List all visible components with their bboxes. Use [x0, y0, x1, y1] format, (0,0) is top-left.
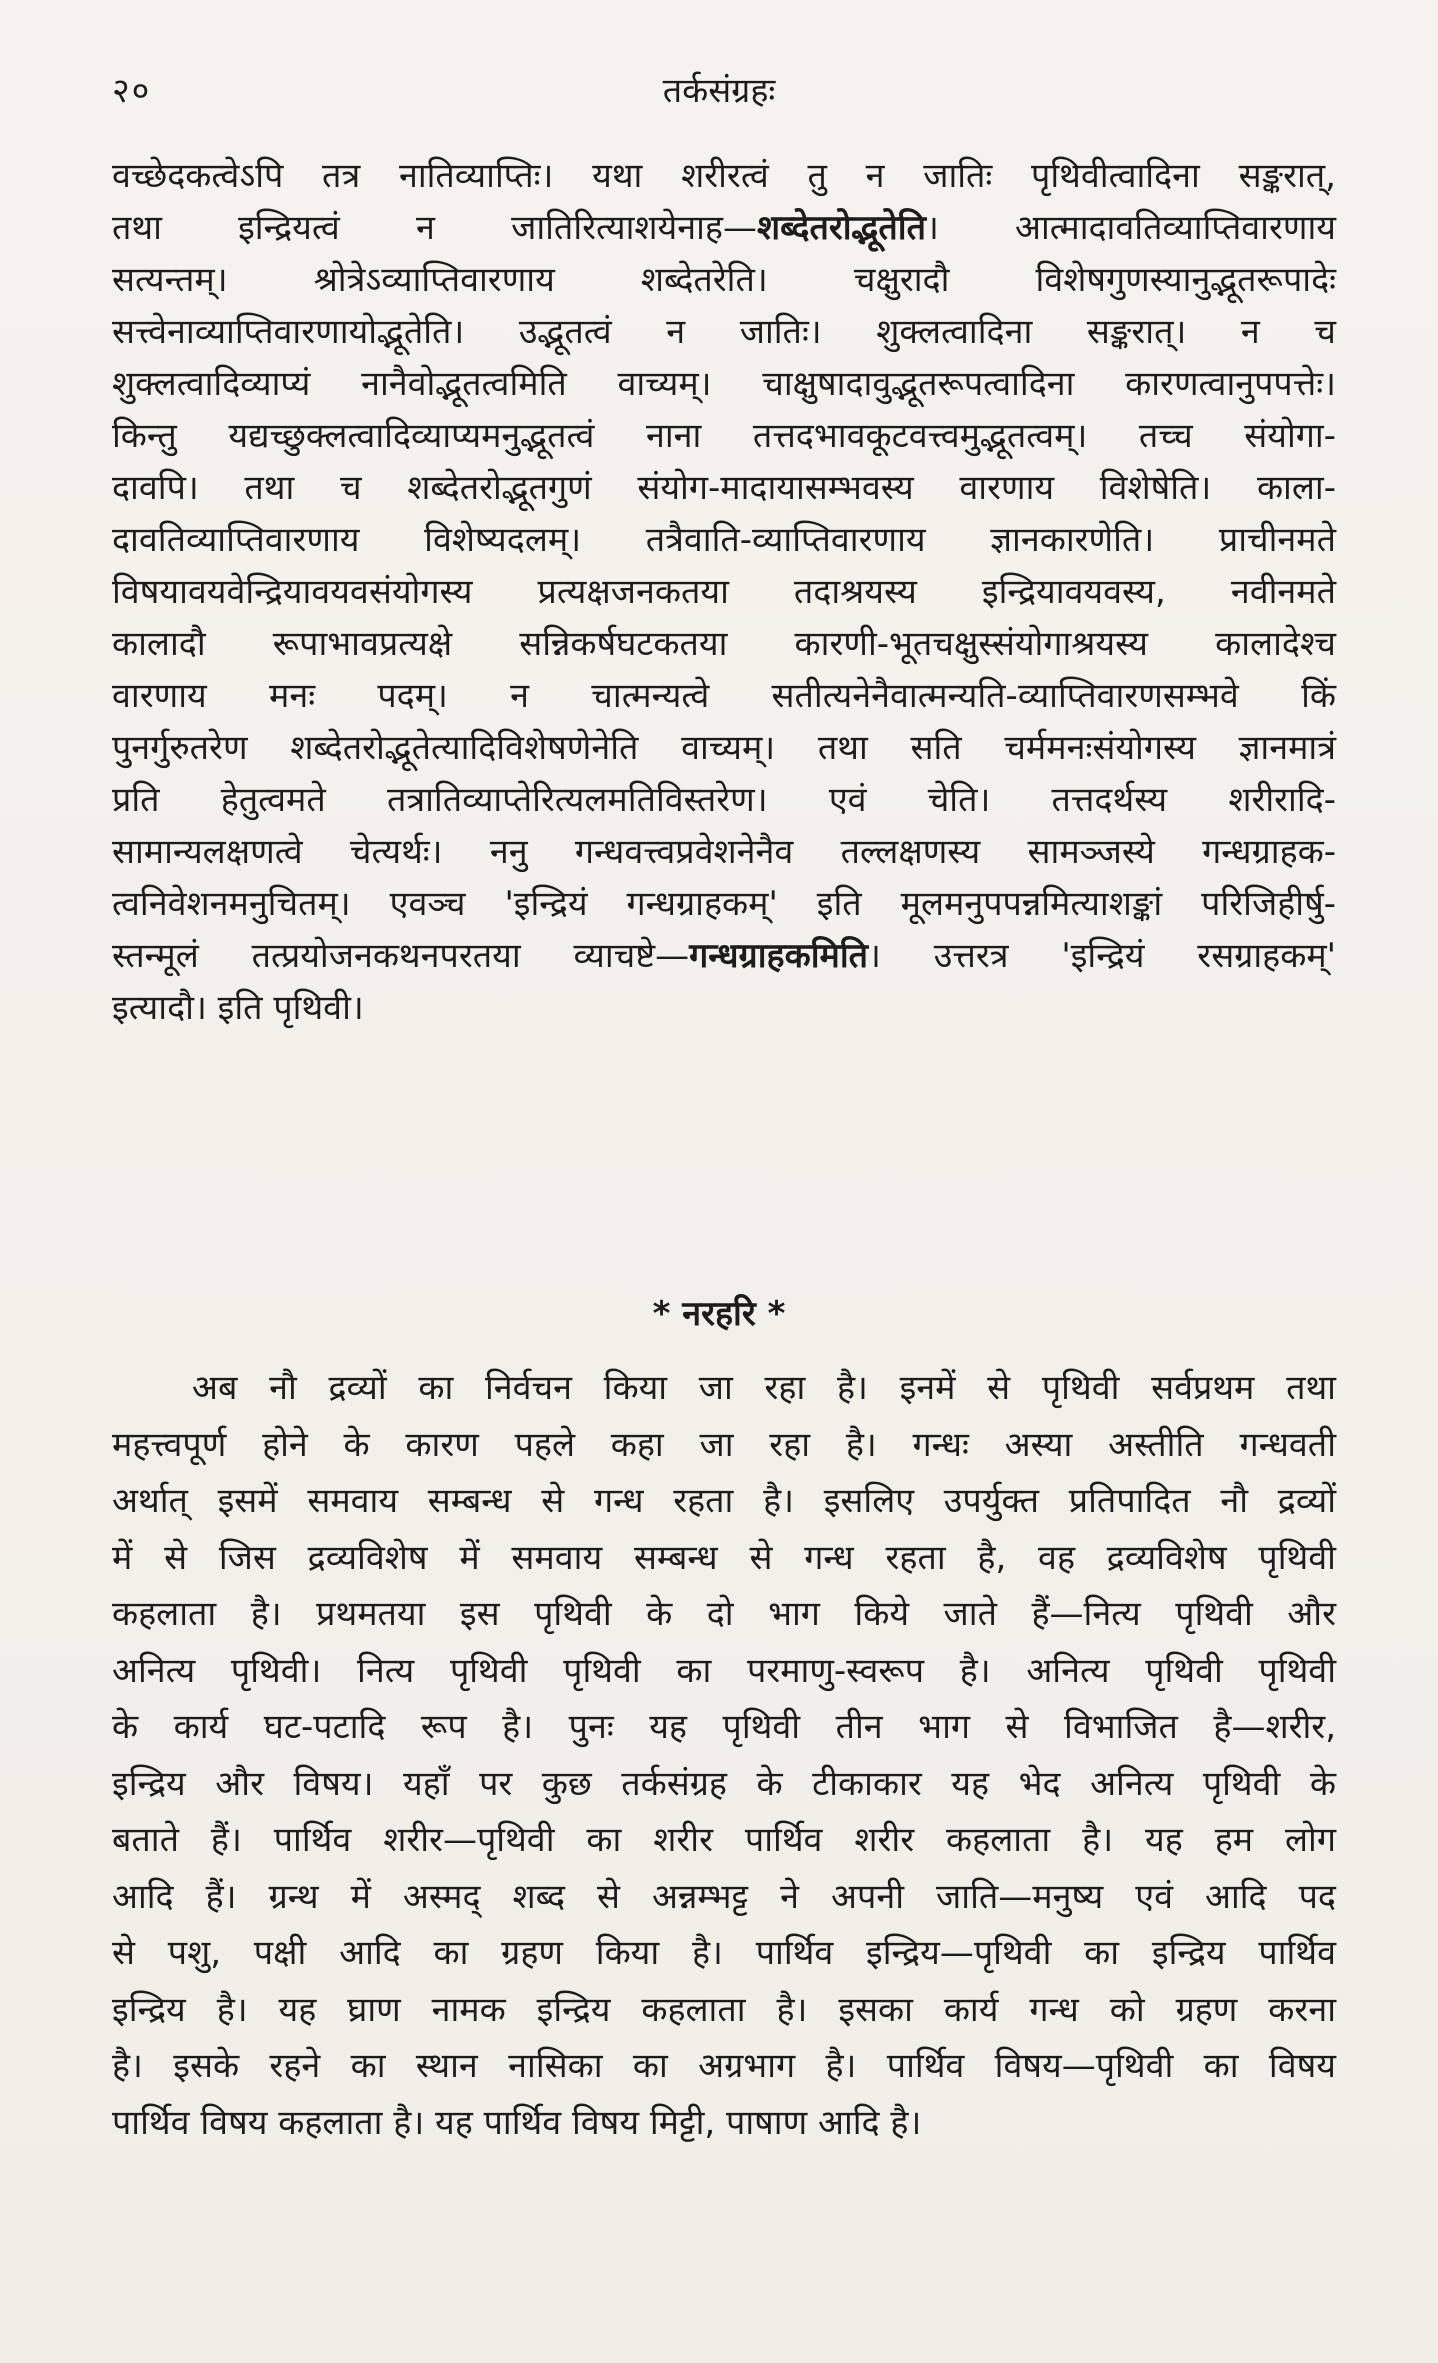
section-heading: * नरहरि * — [652, 1294, 786, 1334]
explanation-line: आदि हैं। ग्रन्थ में अस्मद् शब्द से अन्नम्भट्ट ने अपनी जाति—मनुष्य एवं आदि पद — [112, 1876, 1336, 1917]
commentary-line: वच्छेदकत्वेऽपि तत्र नातिव्याप्तिः। यथा शरीरत्वं तु न जातिः पृथिवीत्वादिना सङ्करात्, — [112, 156, 1336, 196]
commentary-line: वारणाय मनः पदम्। न चात्मन्यत्वे सतीत्यनेनैवात्मन्यति-व्याप्तिवारणसम्भवे किं — [112, 676, 1336, 716]
commentary-line: शुक्लत्वादिव्याप्यं नानैवोद्भूतत्वमिति वाच्यम्। चाक्षुषादावुद्भूतरूपत्वादिना कारणत्वानुपपत्तेः। — [112, 364, 1336, 404]
commentary-line: दावतिव्याप्तिवारणाय विशेष्यदलम्। तत्रैवाति-व्याप्तिवारणाय ज्ञानकारणेति। प्राचीनमते — [112, 520, 1336, 560]
commentary-line: त्वनिवेशनमनुचितम्। एवञ्च 'इन्द्रियं गन्धग्राहकम्' इति मूलमनुपपन्नमित्याशङ्कां परिजिहीर्षु- — [112, 884, 1336, 924]
commentary-line: प्रति हेतुत्वमते तत्रातिव्याप्तेरित्यलमतिविस्तरेण। एवं चेति। तत्तदर्थस्य शरीरादि- — [112, 780, 1336, 820]
commentary-line: सत्यन्तम्। श्रोत्रेऽव्याप्तिवारणाय शब्देतरेति। चक्षुरादौ विशेषगुणस्यानुद्भूतरूपादेः — [112, 260, 1336, 300]
commentary-line-tail: । उत्तरत्र 'इन्द्रियं रसग्राहकम्' — [868, 936, 1337, 976]
commentary-keyword: शब्देतरोद्भूतेति — [756, 208, 926, 248]
explanation-line: इन्द्रिय है। यह घ्राण नामक इन्द्रिय कहलाता है। इसका कार्य गन्ध को ग्रहण करना — [112, 1989, 1336, 2030]
commentary-line: दावपि। तथा च शब्देतरोद्भूतगुणं संयोग-मादायासम्भवस्य वारणाय विशेषेति। काला- — [112, 468, 1336, 508]
explanation-line: इन्द्रिय और विषय। यहाँ पर कुछ तर्कसंग्रह के टीकाकार यह भेद अनित्य पृथिवी के — [112, 1763, 1336, 1804]
hindi-explanation — [112, 1360, 1336, 2151]
page-header — [112, 60, 1326, 120]
commentary-line: सामान्यलक्षणत्वे चेत्यर्थः। ननु गन्धवत्त्वप्रवेशनेनैव तल्लक्षणस्य सामञ्जस्ये गन्धग्राहक- — [112, 832, 1336, 872]
explanation-line: पार्थिव विषय कहलाता है। यह पार्थिव विषय मिट्टी, पाषाण आदि है। — [112, 2102, 922, 2143]
explanation-line: महत्त्वपूर्ण होने के कारण पहले कहा जा रहा है। गन्धः अस्या अस्तीति गन्धवती — [112, 1424, 1336, 1465]
explanation-line: है। इसके रहने का स्थान नासिका का अग्रभाग है। पार्थिव विषय—पृथिवी का विषय — [112, 2046, 1336, 2086]
page-number: २० — [112, 71, 152, 111]
commentary-line — [112, 930, 1336, 982]
commentary-line-tail: । आत्मादावतिव्याप्तिवारणाय — [925, 208, 1336, 248]
explanation-line: अनित्य पृथिवी। नित्य पृथिवी पृथिवी का परमाणु-स्वरूप है। अनित्य पृथिवी पृथिवी — [112, 1650, 1336, 1691]
commentary-line — [112, 202, 1336, 254]
commentary-line-text: तथा इन्द्रियत्वं न जातिरित्याशयेनाह— — [112, 208, 757, 248]
commentary-line: कालादौ रूपाभावप्रत्यक्षे सन्निकर्षघटकतया कारणी-भूतचक्षुस्संयोगाश्रयस्य कालादेश्च — [112, 624, 1336, 664]
explanation-line: में से जिस द्रव्यविशेष में समवाय सम्बन्ध से गन्ध रहता है, वह द्रव्यविशेष पृथिवी — [112, 1537, 1336, 1578]
running-title: तर्कसंग्रहः — [662, 71, 776, 111]
commentary-line: किन्तु यद्यच्छुक्लत्वादिव्याप्यमनुद्भूतत्वं नाना तत्तदभावकूटवत्त्वमुद्भूतत्वम्। तच्च संयोगा- — [112, 416, 1336, 456]
explanation-line: कहलाता है। प्रथमतया इस पृथिवी के दो भाग किये जाते हैं—नित्य पृथिवी और — [112, 1594, 1336, 1634]
explanation-line: अर्थात् इसमें समवाय सम्बन्ध से गन्ध रहता है। इसलिए उपर्युक्त प्रतिपादित नौ द्रव्यों — [112, 1481, 1336, 1521]
explanation-line: बताते हैं। पार्थिव शरीर—पृथिवी का शरीर पार्थिव शरीर कहलाता है। यह हम लोग — [112, 1820, 1336, 1860]
explanation-line: के कार्य घट-पटादि रूप है। पुनः यह पृथिवी तीन भाग से विभाजित है—शरीर, — [112, 1707, 1336, 1747]
commentary-line: सत्त्वेनाव्याप्तिवारणायोद्भूतेति। उद्भूतत्वं न जातिः। शुक्लत्वादिना सङ्करात्। न च — [112, 312, 1336, 352]
commentary-keyword: गन्धग्राहकमिति — [689, 936, 869, 976]
commentary-line: इत्यादौ। इति पृथिवी। — [112, 988, 364, 1028]
explanation-line: से पशु, पक्षी आदि का ग्रहण किया है। पार्थिव इन्द्रिय—पृथिवी का इन्द्रिय पार्थिव — [112, 1933, 1336, 1973]
commentary-line: विषयावयवेन्द्रियावयवसंयोगस्य प्रत्यक्षजनकतया तदाश्रयस्य इन्द्रियावयवस्य, नवीनमते — [112, 572, 1336, 612]
commentary-line-text: स्तन्मूलं तत्प्रयोजनकथनपरतया व्याचष्टे— — [112, 936, 690, 976]
explanation-line: अब नौ द्रव्यों का निर्वचन किया जा रहा है। इनमें से पृथिवी सर्वप्रथम तथा — [192, 1368, 1336, 1408]
commentary-line: पुनर्गुरुतरेण शब्देतरोद्भूतेत्यादिविशेषणेनेति वाच्यम्। तथा सति चर्ममनःसंयोगस्य ज्ञानमात्रं — [112, 728, 1336, 768]
sanskrit-commentary — [112, 150, 1336, 1034]
